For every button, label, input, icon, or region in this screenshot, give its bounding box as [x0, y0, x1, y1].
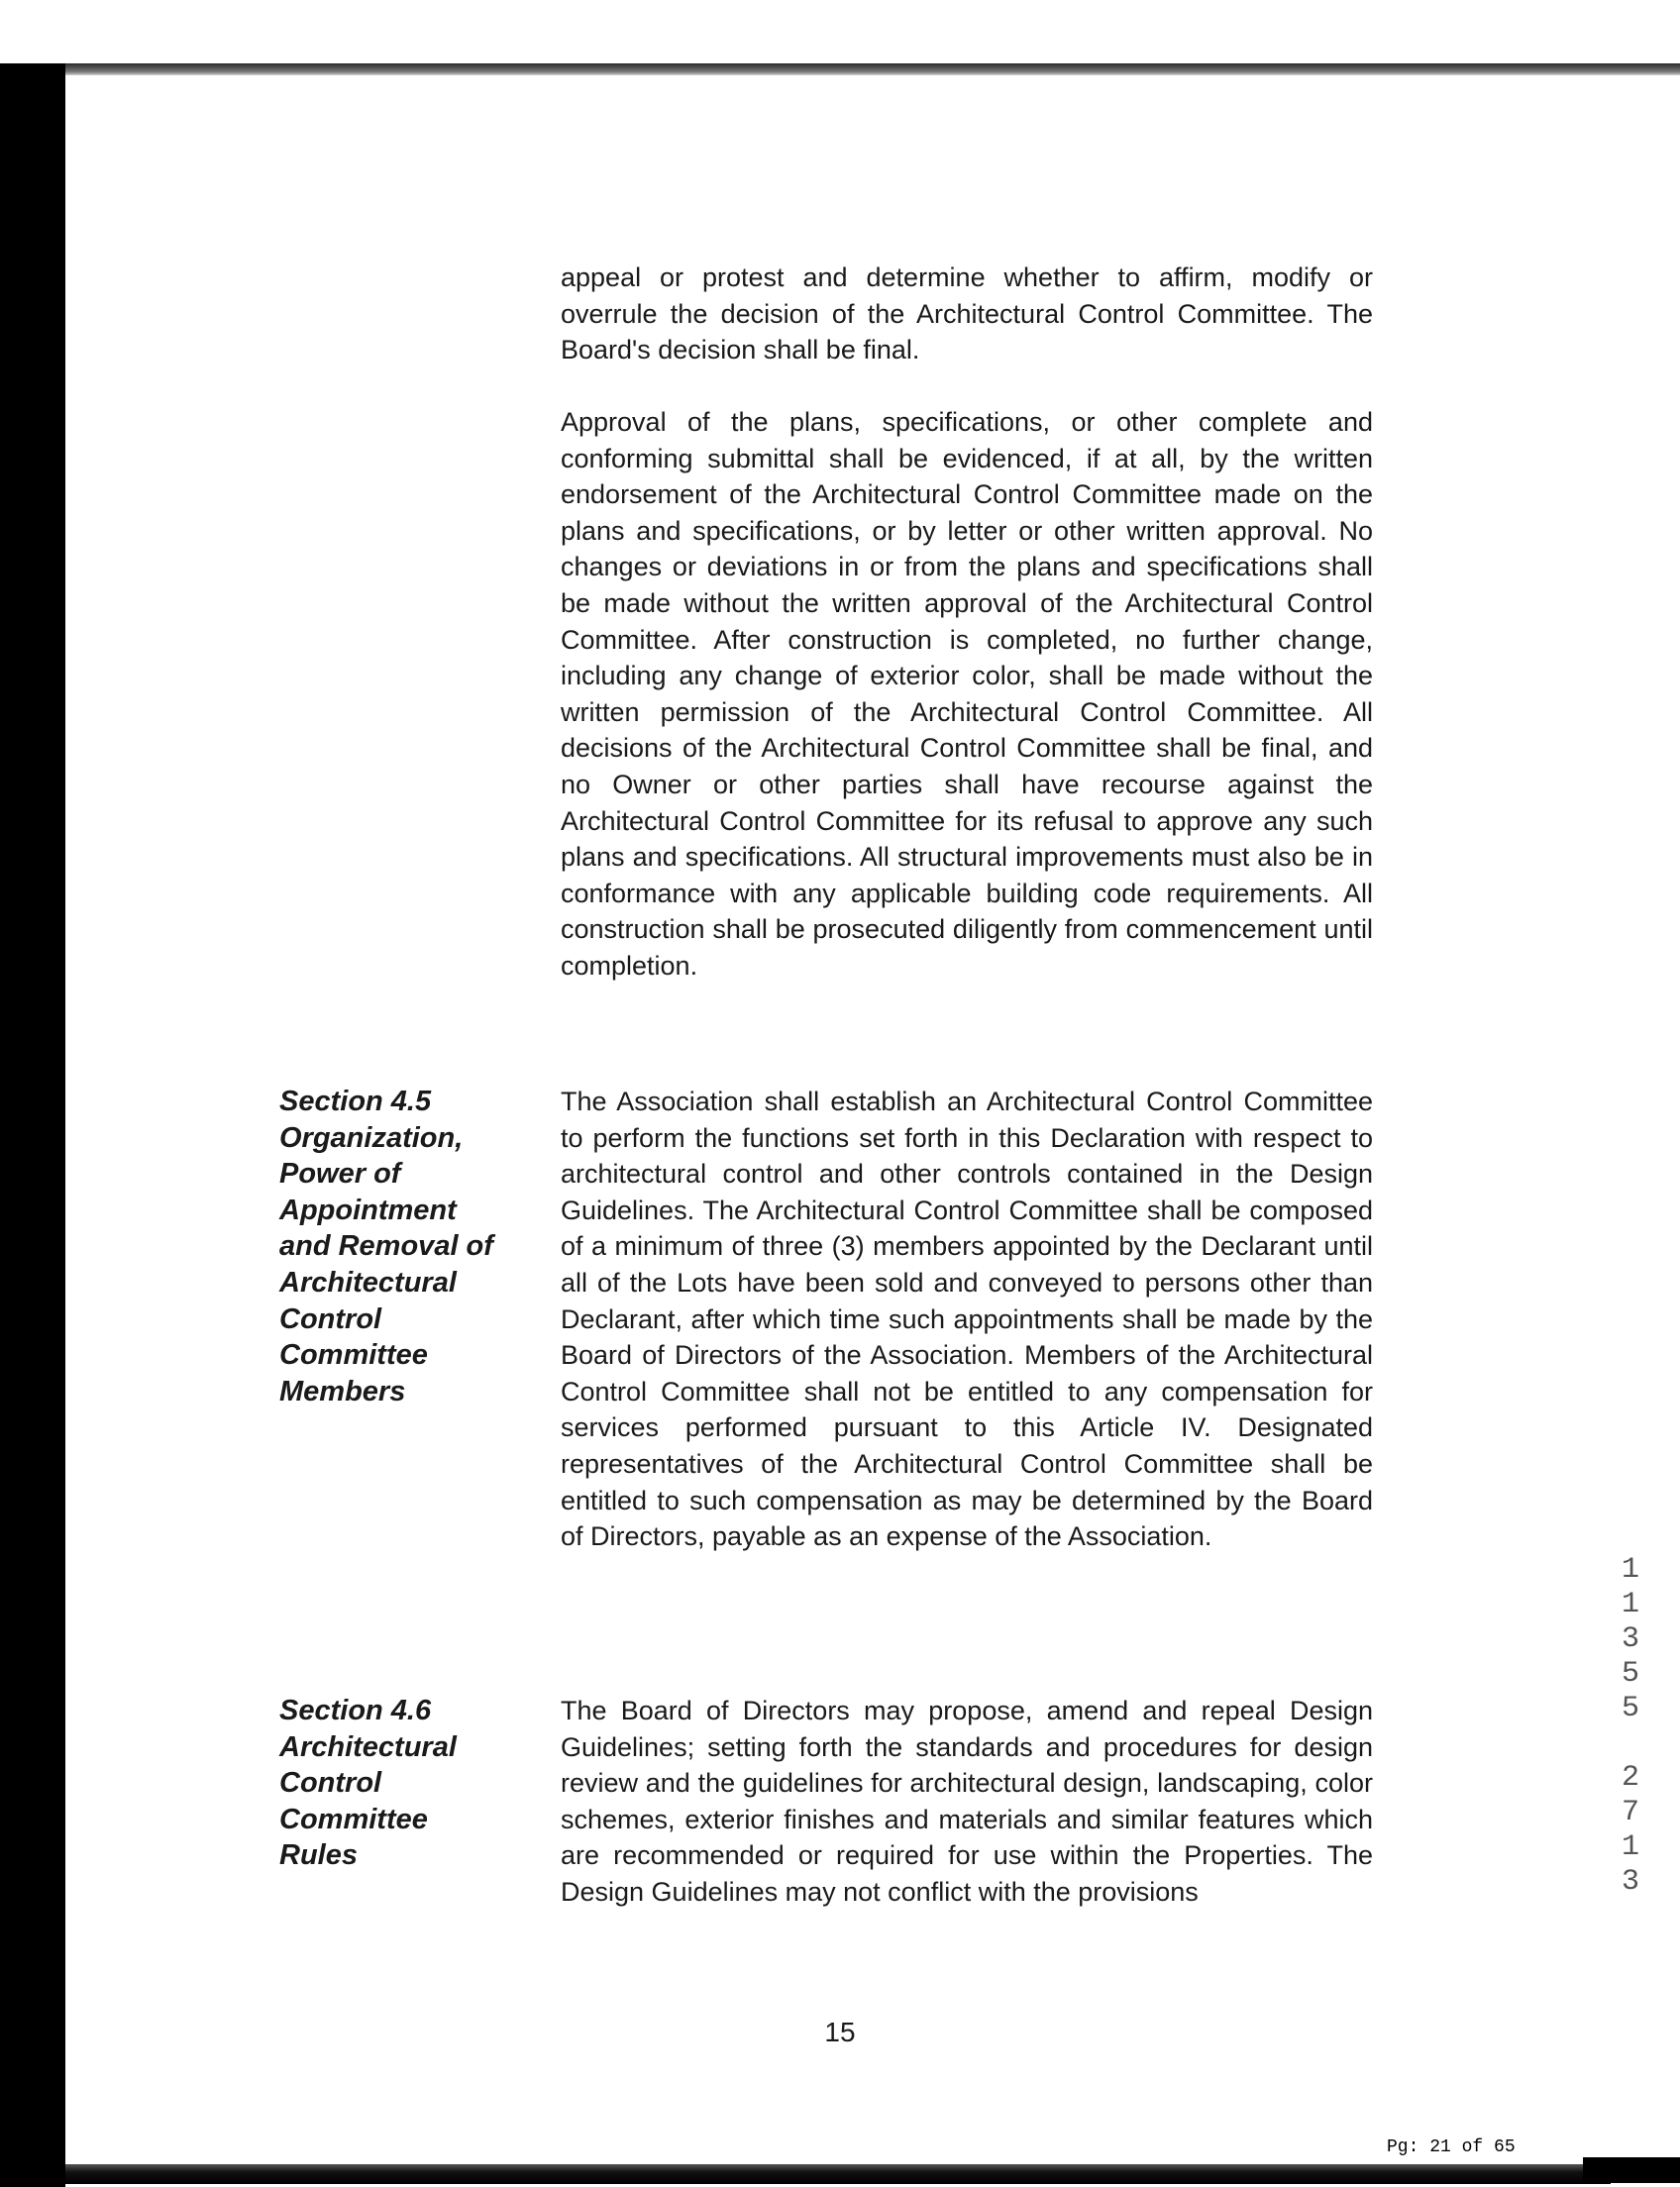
paragraph-section-4-5: The Association shall establish an Architectural Control Committee to perform the functions set forth in this Declaration with respect to architectural control and other controls contained in the Design Guidelines. The Architectural Control Committee shall be composed of a minimum of three (3) members appointed by the Declarant until all of the Lots have been sold and conveyed to persons other than Declarant, after which time such appointments shall be made by the Board of Directors of the Association. Members of the Architectural Control Committee shall not be entitled to any compensation for services performed pursuant to this Article IV. Designated representatives of the Architectural Control Committee shall be entitled to such compensation as may be determined by the Board of Directors, payable as an expense of the Association. [561, 1087, 1373, 1552]
paragraph-section-4-6: The Board of Directors may propose, amend and repeal Design Guidelines; setting forth the standards and procedures for design review and the guidelines for architectural design, landscaping, color schemes, exterior finishes and materials and similar features which are recommended or required for use within the Properties. The Design Guidelines may not conflict with the provisions [561, 1696, 1373, 1907]
paragraph-appeal: appeal or protest and determine whether to affirm, modify or overrule the decision of the Architectural Control Committee. The Board's decision shall be final. [561, 262, 1373, 365]
paragraph-approval: Approval of the plans, specifications, or other complete and conforming submittal shall be evidenced, if at all, by the written endorsement of the Architectural Control Committee made on the plans and specifications, or by letter or other written approval. No changes or deviations in or from the plans and specifications shall be made without the written approval of the Architectural Control Committee. After construction is completed, no further change, including any change of exterior color, shall be made without the written permission of the Architectural Control Committee. All decisions of the Architectural Control Committee shall be final, and no Owner or other parties shall have recourse against the Architectural Control Committee for its refusal to approve any such plans and specifications. All structural improvements must also be in conformance with any applicable building code requirements. All construction shall be prosecuted diligently from commencement until completion. [561, 407, 1373, 981]
heading-section-4-5: Section 4.5 Organization, Power of Appointment and Removal of Architectural Control Committee Members [279, 1086, 493, 1407]
page-number: 15 [824, 2017, 856, 2047]
heading-section-4-6: Section 4.6 Architectural Control Committee Rules [279, 1695, 457, 1872]
page-count-stamp: Pg: 21 of 65 [1383, 2137, 1520, 2157]
scan-border-top [0, 63, 1680, 75]
scan-border-bottom [65, 2164, 1611, 2184]
scan-border-bottom-right [1583, 2157, 1680, 2183]
scan-border-left [0, 63, 65, 2187]
recording-number-stamp: 1 1 3 5 5 2 7 1 3 [1621, 1553, 1639, 1899]
